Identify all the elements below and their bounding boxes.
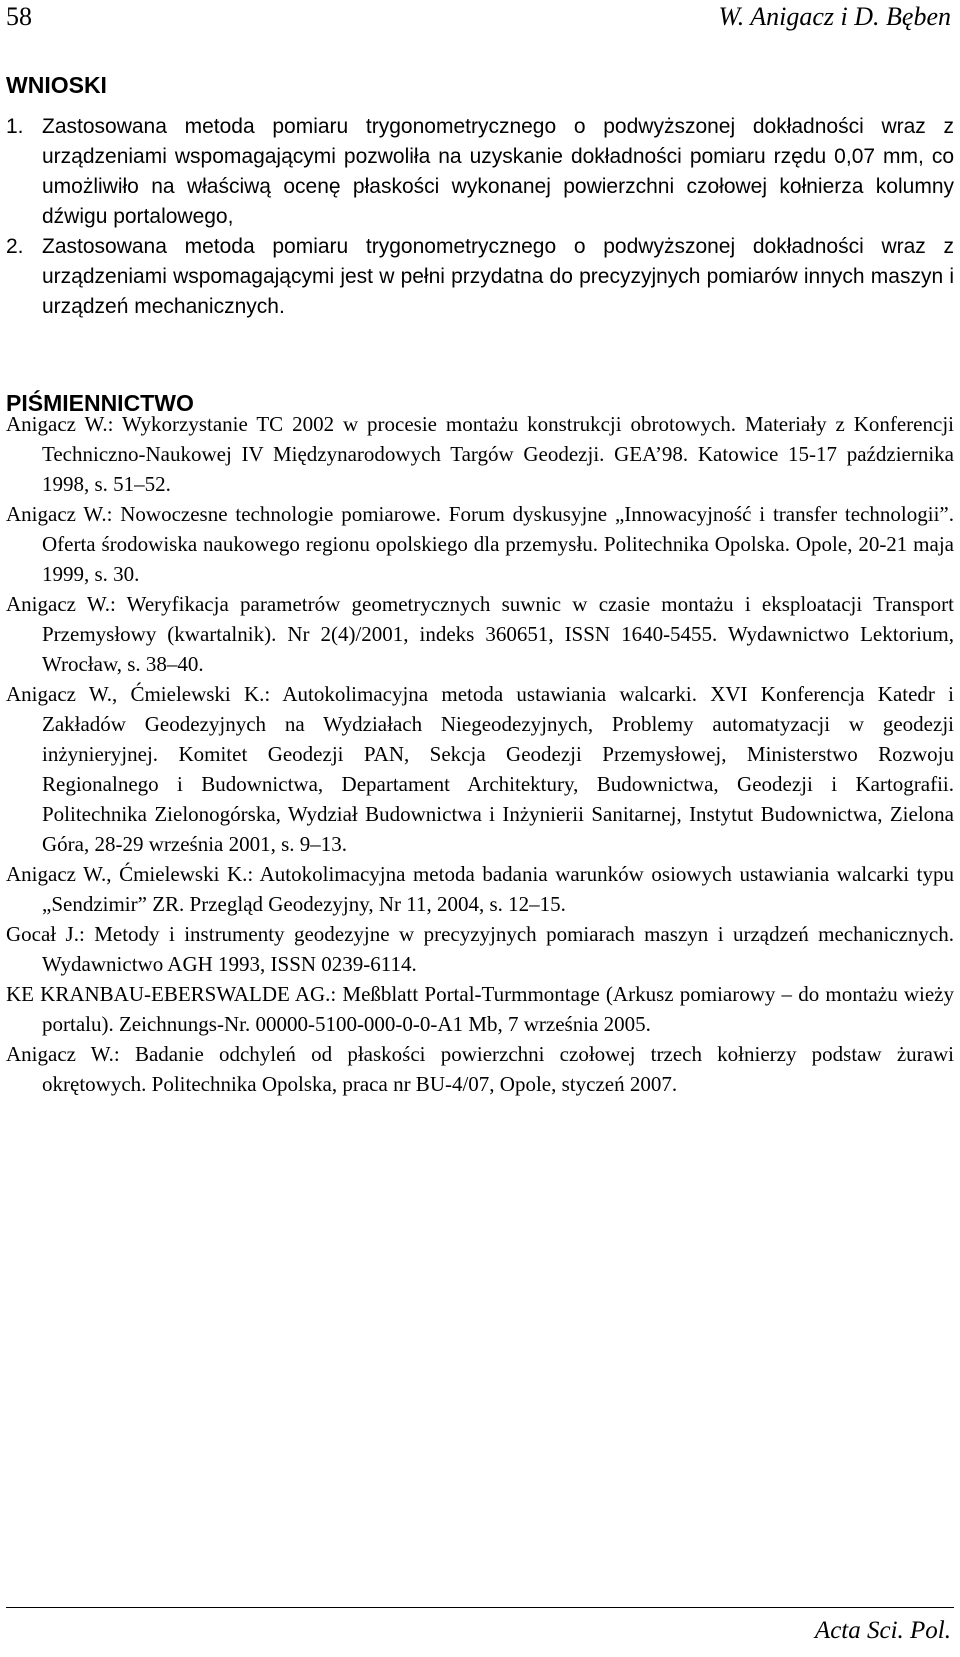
conclusion-paragraph xyxy=(6,232,954,322)
reference-entry: Anigacz W., Ćmielewski K.: Autokolimacyjna metoda ustawiania walcarki. XVI Konferencja Katedr i Zakładów Geodezyjnych na Wydziałach Niegeodezyjnych, Problemy automatyzacji w geodezji inżynieryjnej. Komitet Geodezji PAN, Sekcja Geodezji Przemysłowej, Ministerstwo Rozwoju Regionalnego i Budownictwa, Departament Architektury, Budownictwa, Geodezji i Kartografii. Politechnika Zielonogórska, Wydział Budownictwa i Inżynierii Sanitarnej, Instytut Budownictwa, Zielona Góra, 28-29 września 2001, s. 9–13. xyxy=(6,682,954,856)
footer-rule xyxy=(6,1607,954,1608)
reference-entry: KE KRANBAU-EBERSWALDE AG.: Meßblatt Portal-Turmmontage (Arkusz pomiarowy – do montażu wieży portalu). Zeichnungs-Nr. 00000-5100-000-0-0-A1 Mb, 7 września 2005. xyxy=(6,982,954,1036)
conclusions-list xyxy=(6,112,954,322)
conclusion-text: Zastosowana metoda pomiaru trygonometrycznego o podwyższonej dokładności wraz z urządzeniami wspomagającymi pozwoliła na uzyskanie dokładności pomiaru rzędu 0,07 mm, co umożliwiło na właściwą ocenę płaskości wykonanej powierzchni czołowej kołnierza kolumny dźwigu portalowego, xyxy=(42,115,954,228)
page-number: 58 xyxy=(6,2,32,31)
conclusion-number: 2. xyxy=(6,235,24,258)
reference-entry: Anigacz W.: Badanie odchyleń od płaskości powierzchni czołowej trzech kołnierzy podstaw żurawi okrętowych. Politechnika Opolska, praca nr BU-4/07, Opole, styczeń 2007. xyxy=(6,1042,954,1096)
conclusion-number: 1. xyxy=(6,115,24,138)
conclusion-text: Zastosowana metoda pomiaru trygonometrycznego o podwyższonej dokładności wraz z urządzeniami wspomagającymi jest w pełni przydatna do precyzyjnych pomiarów innych maszyn i urządzeń mechanicznych. xyxy=(42,235,954,318)
running-head-authors: W. Anigacz i D. Bęben xyxy=(718,2,951,31)
reference-entry: Anigacz W.: Wykorzystanie TC 2002 w procesie montażu konstrukcji obrotowych. Materiały z Konferencji Techniczno-Naukowej IV Międzynarodowych Targów Geodezji. GEA’98. Katowice 15-17 października 1998, s. 51–52. xyxy=(6,412,954,496)
conclusion-item xyxy=(6,112,954,232)
page-header xyxy=(6,2,951,42)
reference-entry: Anigacz W., Ćmielewski K.: Autokolimacyjna metoda badania warunków osiowych ustawiania walcarki typu „Sendzimir” ZR. Przegląd Geodezyjny, Nr 11, 2004, s. 12–15. xyxy=(6,862,954,916)
conclusion-paragraph xyxy=(6,112,954,232)
conclusion-item xyxy=(6,232,954,322)
references-heading: PIŚMIENNICTWO xyxy=(6,390,194,416)
reference-entry: Anigacz W.: Nowoczesne technologie pomiarowe. Forum dyskusyjne „Innowacyjność i transfer technologii”. Oferta środowiska naukowego regionu opolskiego dla przemysłu. Politechnika Opolska. Opole, 20-21 maja 1999, s. 30. xyxy=(6,502,954,586)
reference-entry: Gocał J.: Metody i instrumenty geodezyjne w precyzyjnych pomiarach maszyn i urządzeń mechanicznych. Wydawnictwo AGH 1993, ISSN 0239-6114. xyxy=(6,922,954,976)
references-list xyxy=(6,409,954,1099)
reference-entry: Anigacz W.: Weryfikacja parametrów geometrycznych suwnic w czasie montażu i eksploatacji Transport Przemysłowy (kwartalnik). Nr 2(4)/2001, indeks 360651, ISSN 1640-5455. Wydawnictwo Lektorium, Wrocław, s. 38–40. xyxy=(6,592,954,676)
conclusions-heading: WNIOSKI xyxy=(6,72,107,98)
journal-name: Acta Sci. Pol. xyxy=(814,1617,951,1644)
